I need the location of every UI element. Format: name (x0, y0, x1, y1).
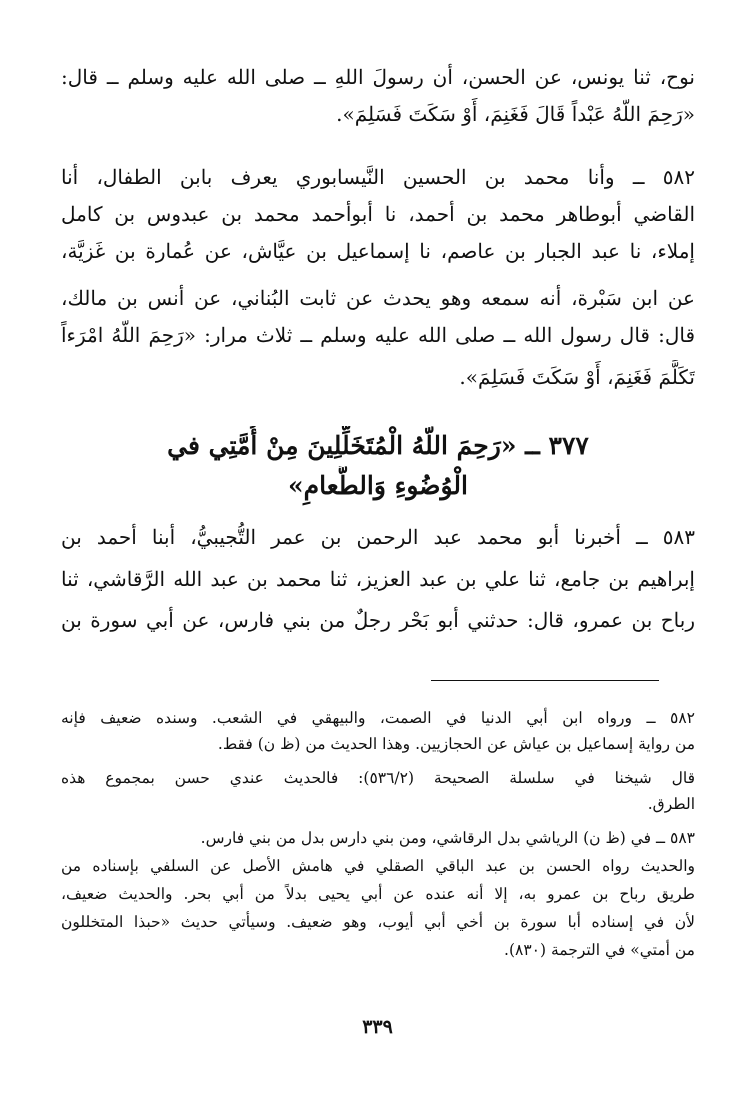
footnote-line: والحديث رواه الحسن بن عبد الباقي الصقلي في هامش الأصل عن السلفي بإسناده من (61, 857, 695, 875)
footnote-separator (431, 680, 659, 681)
chapter-heading-line: الْوُضُوءِ وَالطَّعامِ» (287, 471, 468, 500)
footnote-line: ٥٨٣ ــ في (ظ ن) الرياشي بدل الرقاشي، ومن بني دارس بدل من بني فارس. (200, 829, 695, 847)
text-line: «رَحِمَ اللّهُ عَبْداً قَالَ فَغَنِمَ، أَوْ سَكَتَ فَسَلِمَ». (336, 102, 695, 126)
footnote-line: من أمتي» في الترجمة (٨٣٠). (504, 941, 695, 959)
text-line: رباح بن عمرو، قال: حدثني أبو بَحْر رجلٌ من بني فارس، عن أبي سورة بن (61, 608, 695, 632)
text-line: القاضي أبوطاهر محمد بن أحمد، نا أبوأحمد محمد بن عبدوس بن كامل (61, 202, 695, 226)
text-line: ٥٨٣ ــ أخبرنا أبو محمد عبد الرحمن بن عمر التُّجيبيُّ، أبنا أحمد بن (61, 525, 695, 549)
text-line: قال: قال رسول الله ــ صلى الله عليه وسلم ــ ثلاث مرار: «رَحِمَ اللّهُ امْرَءاً (61, 323, 695, 347)
text-line: ٥٨٢ ــ وأنا محمد بن الحسين النَّيسابوري يعرف بابن الطفال، أنا (61, 165, 695, 189)
text-line: عن ابن سَبْرة، أنه سمعه وهو يحدث عن ثابت البُناني، عن أنس بن مالك، (61, 286, 695, 310)
footnote-line: ٥٨٢ ــ ورواه ابن أبي الدنيا في الصمت، والبيهقي في الشعب. وسنده ضعيف فإنه (61, 709, 695, 727)
text-line: إبراهيم بن جامع، ثنا علي بن عبد العزيز، ثنا محمد بن عبد الله الرَّقاشي، ثنا (61, 567, 695, 591)
page-number: ٣٣٩ (362, 1016, 393, 1038)
footnote-line: قال شيخنا في سلسلة الصحيحة (٥٣٦/٢): فالحديث عندي حسن بمجموع هذه (61, 769, 695, 787)
footnote-line: الطرق. (647, 795, 695, 813)
footnote-line: لأن في إسناده أبا سورة بن أخي أبي أيوب، وهو ضعيف. وسيأتي حديث «حبذا المتخللون (61, 913, 695, 931)
footnote-line: طريق رباح بن عمرو به، إلا أنه عنده عن أبي يحيى بدلاً من أبي بحر. والحديث ضعيف، (61, 885, 695, 903)
text-line: إملاء، نا عبد الجبار بن عاصم، نا إسماعيل بن عيَّاش، عن عُمارة بن غَزيَّة، (61, 239, 695, 263)
footnote-line: من رواية إسماعيل بن عياش عن الحجازيين. وهذا الحديث من (ظ ن) فقط. (217, 735, 695, 753)
chapter-heading-line: ٣٧٧ ــ «رَحِمَ اللّهُ الْمُتَخَلِّلِينَ مِنْ أُمَّتِي في (167, 431, 589, 460)
text-line: تَكَلَّمَ فَغَنِمَ، أَوْ سَكَتَ فَسَلِمَ». (459, 365, 695, 389)
text-line: نوح، ثنا يونس، عن الحسن، أن رسولَ اللهِ ــ صلى الله عليه وسلم ــ قال: (61, 65, 695, 89)
